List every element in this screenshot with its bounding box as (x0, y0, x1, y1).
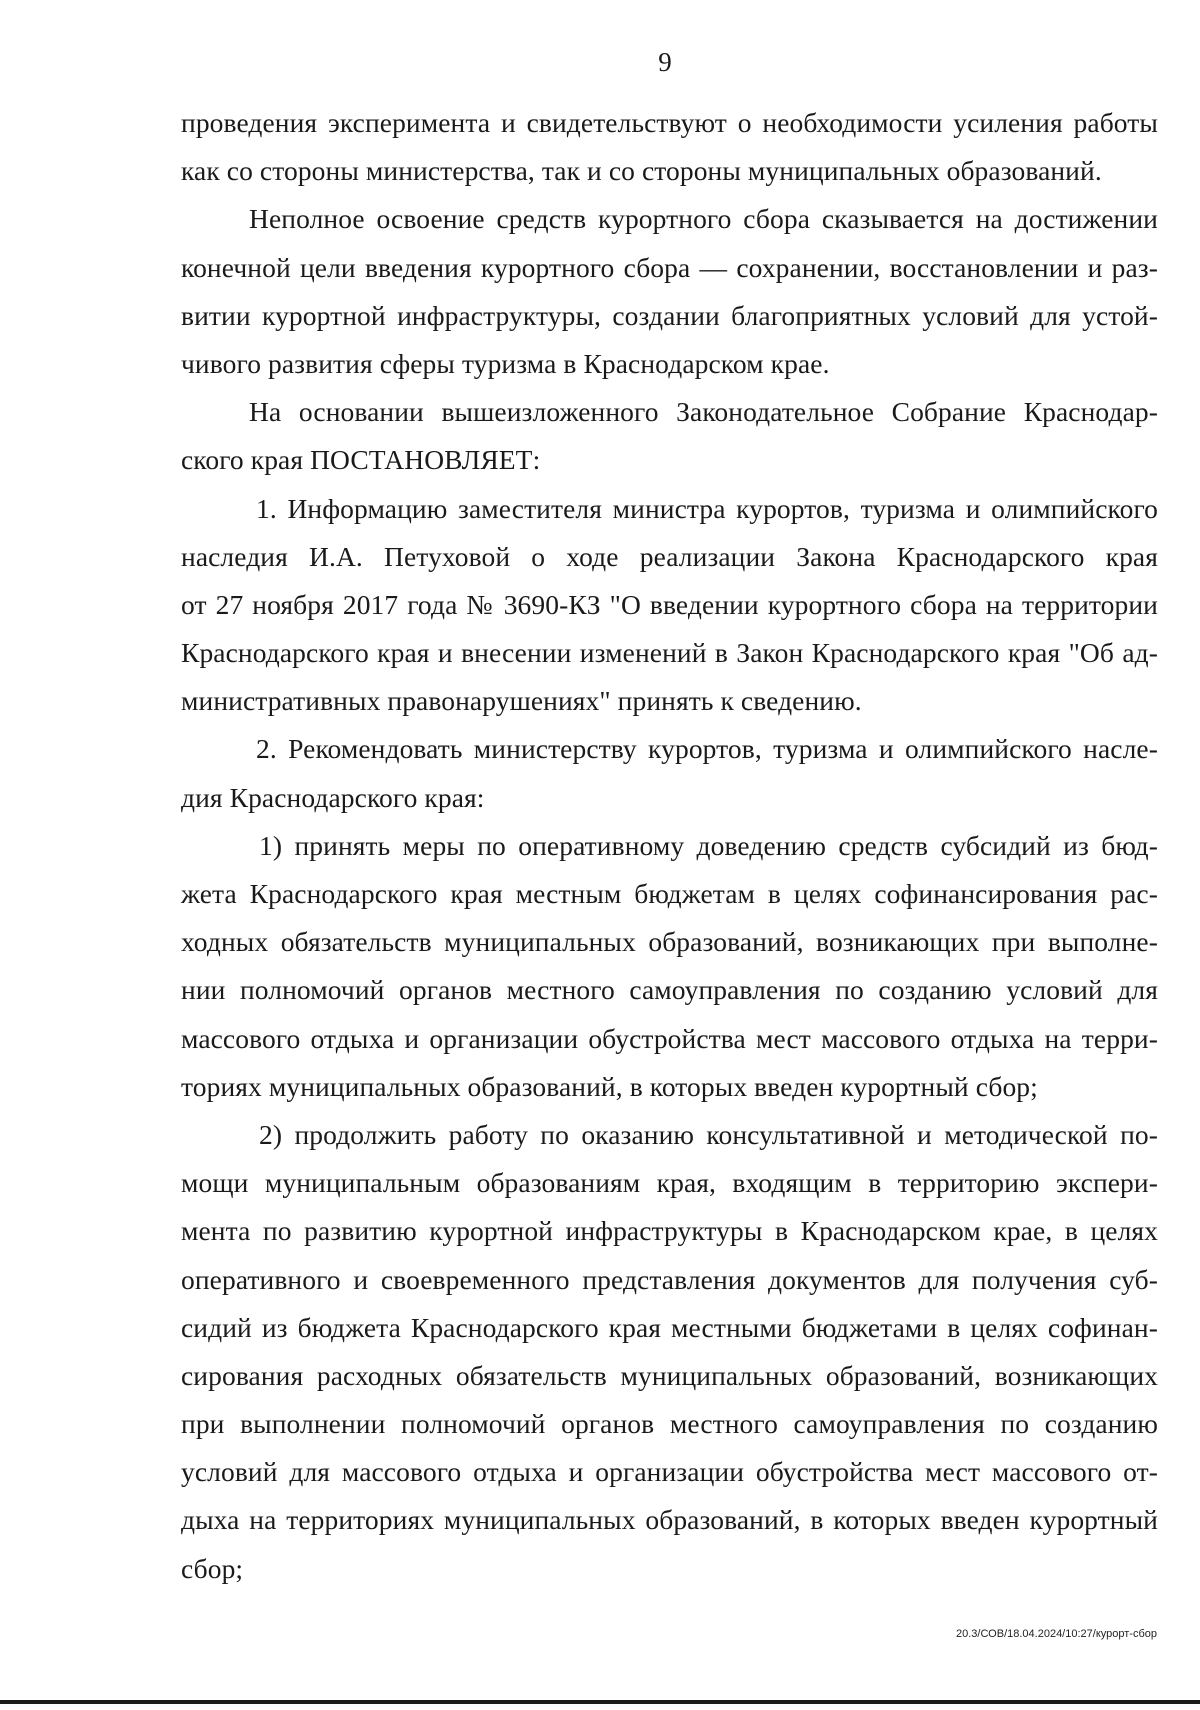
paragraph-line: массового отдыха и организации обустройства мест массового отдыха на терри- (181, 1022, 1158, 1054)
paragraph-line: 1) принять меры по оперативному доведению средств субсидий из бюд- (259, 829, 1158, 861)
paragraph-line: мента по развитию курортной инфраструктуры в Краснодарском крае, в целях (181, 1215, 1158, 1247)
page-number: 9 (658, 47, 672, 77)
paragraph-line: сбор; (181, 1552, 244, 1584)
paragraph-line: ского края ПОСТАНОВЛЯЕТ: (181, 444, 541, 476)
paragraph-line: 2. Рекомендовать министерству курортов, туризма и олимпийского насле- (256, 733, 1158, 765)
paragraph-line: дыха на территориях муниципальных образований, в которых введен курортный (181, 1504, 1158, 1536)
document-body (181, 99, 1158, 1593)
paragraph-line: министративных правонарушениях" принять к сведению. (181, 685, 862, 717)
paragraph-line: оперативного и своевременного представления документов для получения суб- (181, 1263, 1158, 1295)
paragraph-line: как со стороны министерства, так и со стороны муниципальных образований. (181, 155, 1102, 187)
paragraph-line: На основании вышеизложенного Законодательное Собрание Краснодар- (249, 396, 1158, 428)
document-footer-code: 20.3/СОВ/18.04.2024/10:27/курорт-сбор (956, 1628, 1157, 1640)
paragraph-line: чивого развития сферы туризма в Краснодарском крае. (181, 347, 830, 379)
paragraph-line: витии курортной инфраструктуры, создании благоприятных условий для устой- (181, 299, 1158, 331)
paragraph-line: Неполное освоение средств курортного сбора сказывается на достижении (249, 203, 1158, 235)
paragraph-line: при выполнении полномочий органов местного самоуправления по созданию (181, 1408, 1158, 1440)
paragraph-line: сирования расходных обязательств муниципальных образований, возникающих (181, 1359, 1158, 1391)
paragraph-line: 2) продолжить работу по оказанию консультативной и методической по- (259, 1118, 1158, 1150)
page-bottom-edge (0, 1700, 1200, 1704)
paragraph-line: ториях муниципальных образований, в которых введен курортный сбор; (181, 1070, 1038, 1102)
paragraph-line: Краснодарского края и внесении изменений в Закон Краснодарского края "Об ад- (181, 637, 1158, 669)
paragraph-line: 1. Информацию заместителя министра курортов, туризма и олимпийского (256, 492, 1158, 524)
paragraph-line: мощи муниципальным образованиям края, входящим в территорию экспери- (181, 1167, 1158, 1199)
paragraph-line: проведения эксперимента и свидетельствуют о необходимости усиления работы (181, 107, 1158, 138)
paragraph-line: дия Краснодарского края: (181, 781, 485, 813)
paragraph-line: наследия И.А. Петуховой о ходе реализации Закона Краснодарского края (181, 540, 1158, 572)
paragraph-line: сидий из бюджета Краснодарского края местными бюджетами в целях софинан- (181, 1311, 1158, 1343)
paragraph-line: жета Краснодарского края местным бюджетам в целях софинансирования рас- (181, 878, 1158, 909)
paragraph-line: от 27 ноября 2017 года № 3690-КЗ "О введении курортного сбора на территории (181, 588, 1158, 620)
paragraph-line: ходных обязательств муниципальных образований, возникающих при выполне- (181, 926, 1158, 958)
paragraph-line: нии полномочий органов местного самоуправления по созданию условий для (181, 974, 1158, 1006)
paragraph-line: условий для массового отдыха и организации обустройства мест массового от- (181, 1456, 1158, 1488)
paragraph-line: конечной цели введения курортного сбора — сохранении, восстановлении и раз- (181, 251, 1158, 283)
